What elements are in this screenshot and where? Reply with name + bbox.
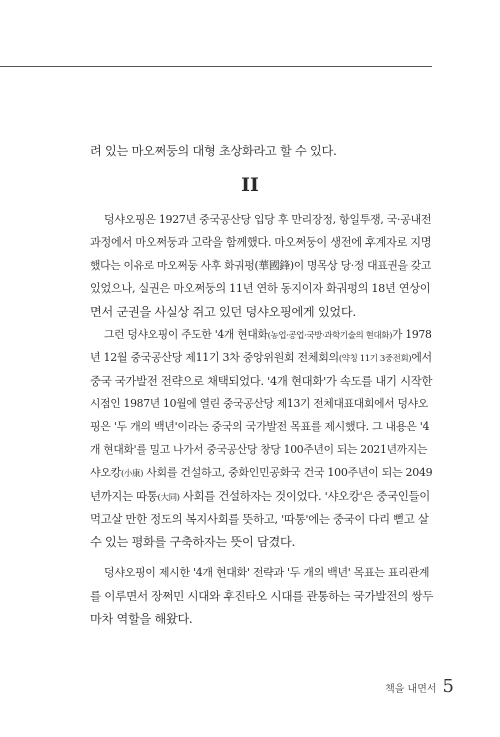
carryover-line: 려 있는 마오쩌둥의 대형 초상화라고 할 수 있다.: [90, 144, 337, 158]
paragraph-3-line: 마차 역할을 해왔다.: [90, 612, 193, 626]
paragraph-2-line: 먹고살 만한 정도의 복지사회를 뜻하고, '따통'에는 중국이 다리 뻗고 살: [90, 512, 429, 526]
paragraph-2-line: 개 현대화'를 밀고 나가서 중국공산당 창당 100주년이 되는 2021년까지는: [90, 443, 428, 456]
page-number: 5: [442, 676, 454, 697]
paragraph-2-line: 시점인 1987년 10월에 열린 중국공산당 제13기 전체대표대회에서 덩샤오: [90, 397, 428, 410]
paragraph-1-line: 했다는 이유로 마오쩌둥 사후 화궈펑(華國鋒)이 명목상 당·정 대표권을 갖고: [90, 259, 432, 272]
paragraph-1-line: 있었으나, 실권은 마오쩌둥의 11년 연하 동지이자 화궈펑의 18년 연상이: [90, 282, 431, 295]
paragraph-3-line: 를 이루면서 장쩌민 시대와 후진타오 시대를 관통하는 국가발전의 쌍두: [90, 589, 434, 603]
running-title: 책을 내면서: [385, 684, 437, 695]
paragraph-2-line: 중국 국가발전 전략으로 채택되었다. '4개 현대화'가 속도를 내기 시작한: [90, 374, 433, 388]
annotation: (大同): [157, 493, 180, 503]
annotation: (약칭 11기 3중전회): [338, 354, 412, 364]
page-footer: [385, 676, 454, 697]
paragraph-1-line: 과정에서 마오쩌둥과 고락을 함께했다. 마오쩌둥이 생전에 후계자로 지명: [90, 236, 432, 249]
paragraph-2-line: 수 있는 평화를 구축하자는 뜻이 담겼다.: [90, 535, 296, 549]
paragraph-3-line: 덩샤오핑이 제시한 '4개 현대화' 전략과 '두 개의 백년' 목표는 표리관계: [104, 566, 430, 579]
header-rule: [0, 66, 432, 67]
paragraph-2-line: 년까지는 따통(大同) 사회를 건설하자는 것이었다. '샤오캉'은 중국인들이: [90, 489, 430, 503]
section-heading: II: [241, 174, 259, 196]
paragraph-2-line: 그런 덩샤오핑이 주도한 '4개 현대화(농업·공업·국방·과학기술의 현대화)가 1978: [104, 328, 432, 341]
paragraph-1-line: 면서 군권을 사실상 쥐고 있던 덩샤오핑에게 있었다.: [90, 305, 356, 319]
paragraph-2-line: 핑은 '두 개의 백년'이라는 중국의 국가발전 목표를 제시했다. 그 내용은 '4: [90, 420, 430, 433]
paragraph-2-line: 년 12월 중국공산당 제11기 3차 중앙위원회 전체회의(약칭 11기 3중전회)에서: [90, 351, 432, 364]
annotation: (농업·공업·국방·과학기술의 현대화): [267, 331, 392, 341]
paragraph-1-line: 덩샤오핑은 1927년 중국공산당 입당 후 만리장정, 항일투쟁, 국·공내전: [104, 213, 432, 226]
annotation: (小康): [120, 469, 144, 479]
paragraph-2-line: 샤오캉(小康) 사회를 건설하고, 중화인민공화국 건국 100주년이 되는 2049: [90, 466, 433, 479]
